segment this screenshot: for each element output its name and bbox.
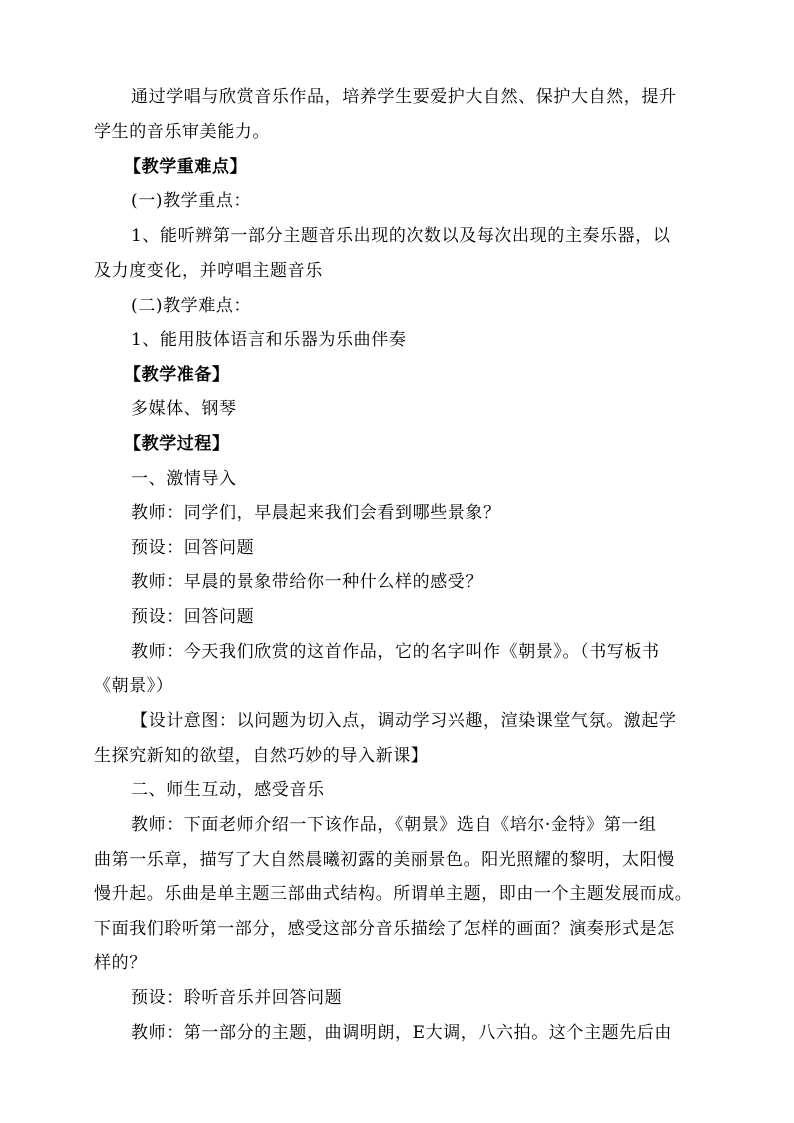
- paragraph-line: 教师：今天我们欣赏的这首作品，它的名字叫作《朝景》。（书写板书: [131, 642, 660, 662]
- paragraph-line: 下面我们聆听第一部分，感受这部分音乐描绘了怎样的画面？演奏形式是怎: [94, 919, 675, 939]
- paragraph-line: 1、能听辨第一部分主题音乐出现的次数以及每次出现的主奏乐器，以: [131, 226, 671, 246]
- step-heading: 一、激情导入: [131, 469, 237, 489]
- paragraph-line: 及力度变化，并哼唱主题音乐: [94, 261, 323, 281]
- section-heading: 【教学准备】: [124, 365, 230, 385]
- paragraph-line: 学生的音乐审美能力。: [94, 122, 270, 142]
- paragraph-line: 样的？: [94, 953, 147, 973]
- paragraph-line: 教师：下面老师介绍一下该作品，《朝景》选自《培尔·金特》第一组: [131, 815, 657, 835]
- paragraph-line: 生探究新知的欲望，自然巧妙的导入新课】: [94, 746, 429, 766]
- paragraph-line: 曲第一乐章，描写了大自然晨曦初露的美丽景色。阳光照耀的黎明，太阳慢: [94, 850, 675, 870]
- subheading: (二)教学难点：: [131, 296, 252, 316]
- section-heading: 【教学重难点】: [124, 157, 248, 177]
- section-heading: 【教学过程】: [124, 434, 230, 454]
- step-heading: 二、师生互动，感受音乐: [131, 780, 325, 800]
- paragraph-line: 教师：早晨的景象带给你一种什么样的感受？: [131, 572, 483, 592]
- paragraph-line: 多媒体、钢琴: [131, 399, 237, 419]
- paragraph-line: 教师：第一部分的主题，曲调明朗，E大调，八六拍。这个主题先后由: [131, 1023, 673, 1043]
- paragraph-line: 【设计意图：以问题为切入点，调动学习兴趣，渲染课堂气氛。激起学: [131, 711, 677, 731]
- paragraph-line: 《朝景》）: [94, 676, 174, 696]
- paragraph-line: 预设：回答问题: [131, 538, 255, 558]
- paragraph-line: 通过学唱与欣赏音乐作品，培养学生要爱护大自然、保护大自然，提升: [131, 87, 677, 107]
- subheading: (一)教学重点：: [131, 191, 252, 211]
- paragraph-line: 预设：回答问题: [131, 607, 255, 627]
- paragraph-line: 预设：聆听音乐并回答问题: [131, 988, 343, 1008]
- paragraph-line: 1、能用肢体语言和乐器为乐曲伴奏: [131, 330, 407, 350]
- paragraph-line: 慢升起。乐曲是单主题三部曲式结构。所谓单主题，即由一个主题发展而成。: [94, 884, 693, 904]
- paragraph-line: 教师：同学们，早晨起来我们会看到哪些景象？: [131, 503, 501, 523]
